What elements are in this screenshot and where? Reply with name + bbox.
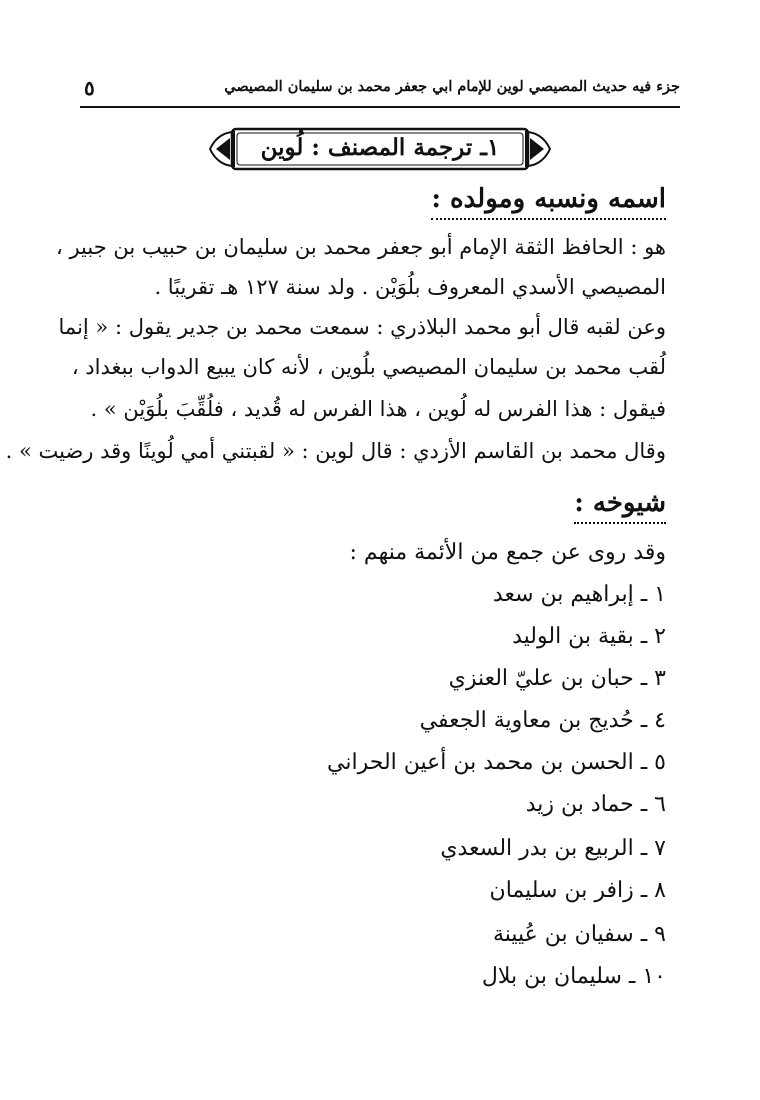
list-item: ٢ ـ بقية بن الوليد bbox=[512, 624, 666, 649]
paragraph-line: هو : الحافظ الثقة الإمام أبو جعفر محمد بن سليمان بن حبيب بن جبير ، bbox=[56, 235, 666, 259]
section-heading-name-lineage: اسمه ونسبه ومولده : bbox=[431, 182, 666, 220]
list-item: ٤ ـ حُديج بن معاوية الجعفي bbox=[419, 708, 666, 733]
list-item: ٧ ـ الربيع بن بدر السعدي bbox=[440, 836, 666, 861]
teachers-intro: وقد روى عن جمع من الأئمة منهم : bbox=[349, 540, 666, 565]
list-item: ٣ ـ حبان بن عليّ العنزي bbox=[448, 666, 666, 691]
list-item: ٥ ـ الحسن بن محمد بن أعين الحراني bbox=[327, 750, 666, 775]
chapter-title-box bbox=[208, 126, 552, 172]
paragraph-line: لُقب محمد بن سليمان المصيصي بلُوين ، لأنه كان يبيع الدواب ببغداد ، bbox=[71, 355, 666, 379]
list-item: ١ ـ إبراهيم بن سعد bbox=[492, 582, 666, 607]
page-number: ٥ bbox=[84, 76, 95, 100]
list-item: ٨ ـ زافر بن سليمان bbox=[489, 878, 666, 903]
list-item: ٩ ـ سفيان بن عُيينة bbox=[492, 922, 666, 947]
paragraph-line: المصيصي الأسدي المعروف بلُوَيْن . ولد سنة ١٢٧ هـ تقريبًا . bbox=[154, 275, 666, 299]
chapter-title: ١ـ ترجمة المصنف : لُوين bbox=[260, 134, 500, 161]
section-heading-teachers: شيوخه : bbox=[574, 486, 666, 524]
paragraph-line: فيقول : هذا الفرس له لُوين ، هذا الفرس له قُديد ، فلُقِّبَ بلُوَيْن » . bbox=[90, 397, 666, 421]
list-item: ٦ ـ حماد بن زيد bbox=[525, 792, 666, 817]
running-header bbox=[80, 76, 680, 108]
running-title: جزء فيه حديث المصيصي لوين للإمام ابي جعفر محمد بن سليمان المصيصي bbox=[224, 78, 680, 95]
list-item: ١٠ ـ سليمان بن بلال bbox=[481, 964, 666, 989]
paragraph-line: وعن لقبه قال أبو محمد البلاذري : سمعت محمد بن جدير يقول : « إنما bbox=[58, 315, 666, 339]
paragraph-line: وقال محمد بن القاسم الأزدي : قال لوين : « لقبتني أمي لُوينًا وقد رضيت » . bbox=[5, 439, 666, 463]
